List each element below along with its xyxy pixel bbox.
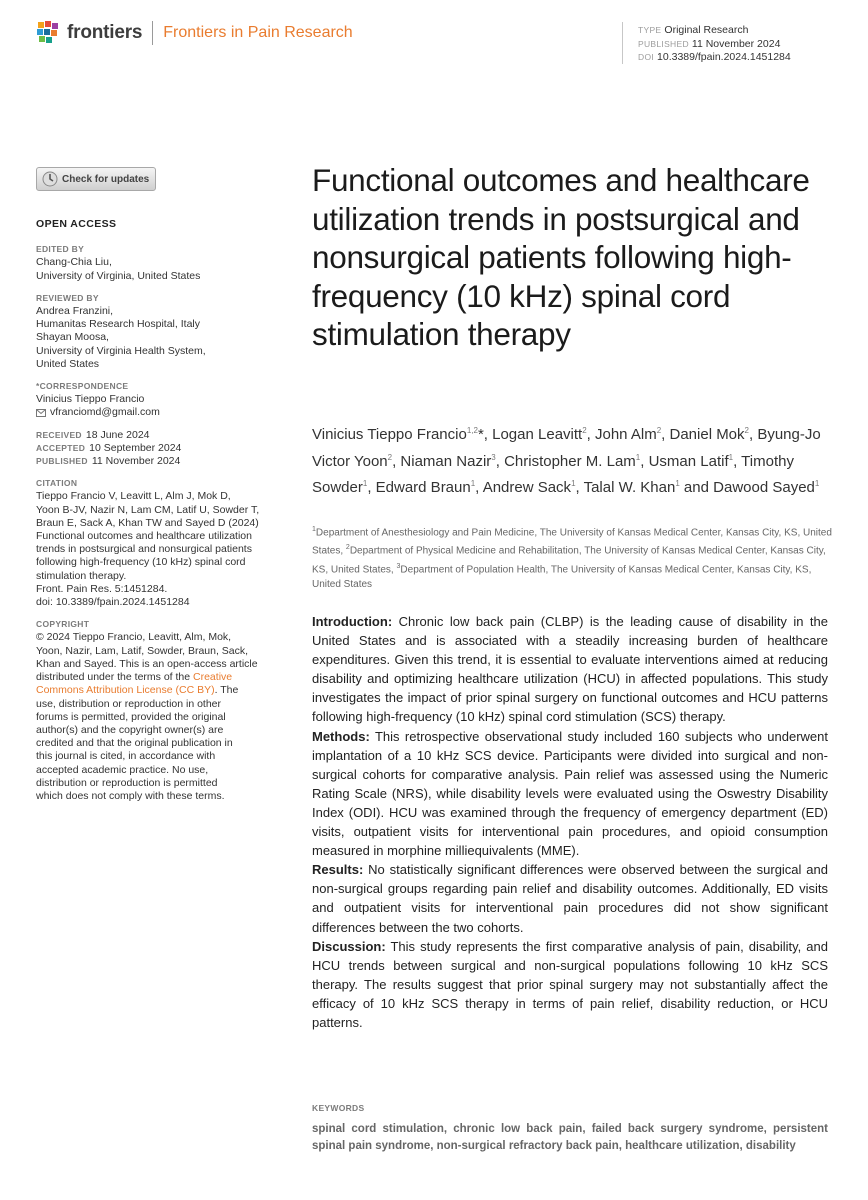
author-affiliation-marker: 3 — [491, 452, 496, 462]
author-affiliation-marker: 2 — [656, 426, 662, 435]
check-for-updates-button[interactable]: Check for updates — [36, 167, 156, 191]
keywords-label: KEYWORDS — [312, 1103, 365, 1113]
cc-license-link-cont[interactable]: Commons Attribution License (CC BY) — [36, 684, 215, 697]
author-affiliation-marker: 1 — [470, 479, 476, 488]
frontiers-logo[interactable] — [36, 20, 353, 46]
author-name[interactable]: Usman Latif — [648, 452, 729, 470]
author-name[interactable]: Christopher M. Lam — [504, 452, 636, 470]
affiliation-marker: 2 — [345, 544, 350, 552]
author-name[interactable]: Niaman Nazir — [400, 452, 492, 470]
article-title: Functional outcomes and healthcare utilization trends in postsurgical and nonsurgical patients following high-frequency (10 kHz) spinal cord stimulation therapy — [312, 162, 810, 352]
cc-license-link[interactable]: Creative — [193, 671, 233, 684]
affiliation-text: Department of Anesthesiology and Pain Medicine, The University of Kansas Medical Center, Kansas City, KS, United States, — [312, 527, 832, 557]
abstract-section-label: Introduction: — [312, 614, 393, 629]
email-icon — [36, 409, 46, 417]
copyright-section: COPYRIGHT © 2024 Tieppo Francio, Leavitt, Alm, Mok, Yoon, Nazir, Lam, Latif, Sowder, Braun, Sack, Khan and Sayed. This is an open-access article distributed under the terms of the Creative Commons Attribution License (CC BY). The use, distribution or reproduction in other forums is permitted, provided the original author(s) and the copyright owner(s) are credited and that the original publication in this journal is cited, in accordance with accepted academic practice. No use, distribution or reproduction is permitted which does not comply with these terms. — [36, 619, 258, 802]
article-meta — [638, 24, 791, 65]
meta-type: TYPE Original Research — [638, 24, 749, 36]
frontiers-logo-icon — [36, 20, 62, 46]
check-updates-icon — [42, 171, 58, 187]
abstract-section-label: Methods: — [312, 728, 370, 744]
author-name[interactable]: Talal W. Khan — [583, 479, 676, 496]
corresponding-marker: * — [477, 426, 484, 443]
abstract-section — [312, 937, 828, 1032]
correspondence-email[interactable]: vfranciomd@gmail.com — [36, 406, 286, 419]
abstract — [312, 612, 828, 1032]
author-affiliation-marker: 2 — [744, 426, 749, 435]
meta-divider — [622, 22, 623, 64]
keywords: spinal cord stimulation, chronic low back pain, failed back surgery syndrome, persistent spinal pain syndrome, non-surgical refractory back pain, healthcare utilization, disability — [312, 1123, 828, 1152]
abstract-section — [312, 860, 828, 936]
author-affiliation-marker: 1 — [728, 452, 734, 462]
affiliation-text: Department of Population Health, The University of Kansas Medical Center, Kansas City, KS, United States — [312, 563, 812, 590]
affiliation-marker: 3 — [396, 562, 401, 570]
author-name[interactable]: John Alm — [595, 426, 657, 443]
affiliation-text: Department of Physical Medicine and Rehabilitation, The University of Kansas Medical Center, Kansas City, KS, United States, — [312, 545, 826, 575]
abstract-section — [312, 727, 828, 861]
abstract-section-text: This retrospective observational study included 160 subjects who underwent implantation of a 10 kHz SCS device. Participants were divided into surgical and non-surgical cohorts for comparative analysis. Pain relief was assessed using the Numeric Rating Scale (NRS), while disability levels were evaluated using the Oswestry Disability Index (ODI). HCU was examined through the frequency of emergency department (ED) visits, outpatient visits for interventional pain procedures, and opioid consumption measured in morphine milliequivalents (MME). — [312, 728, 828, 859]
abstract-section-label: Results: — [312, 862, 364, 878]
author-name[interactable]: Byung-Jo Victor Yoon — [312, 426, 821, 470]
published-date: PUBLISHED 11 November 2024 — [36, 455, 181, 468]
author-affiliation-marker: 1 — [571, 479, 576, 488]
journal-name[interactable]: Frontiers in Pain Research — [163, 24, 353, 41]
open-access-label: OPEN ACCESS — [36, 218, 117, 230]
author-name[interactable]: Dawood Sayed — [713, 479, 815, 496]
reviewed-by-section: REVIEWED BY Andrea Franzini, Humanitas Research Hospital, Italy Shayan Moosa, University of Virginia Health System, United States — [36, 292, 206, 370]
author-affiliation-marker: 1 — [635, 452, 641, 462]
author-affiliation-marker: 2 — [387, 452, 393, 462]
author-affiliation-marker: 2 — [582, 426, 587, 435]
logo-text: frontiers — [67, 22, 143, 43]
abstract-section-label: Discussion: — [312, 938, 386, 954]
author-name[interactable]: Vinicius Tieppo Francio — [312, 426, 467, 443]
citation-section: CITATION Tieppo Francio V, Leavitt L, Alm J, Mok D, Yoon B-JV, Nazir N, Lam CM, Latif U, Sowder T, Braun E, Sack A, Khan TW and Sayed D (2024) Functional outcomes and healthcare utilization trends in postsurgical and nonsurgical patients following high-frequency (10 kHz) spinal cord stimulation therapy. Front. Pain Res. 5:1451284. doi: 10.3389/fpain.2024.1451284 — [36, 478, 260, 609]
author-affiliation-marker: 1 — [362, 479, 368, 488]
correspondence-section: *CORRESPONDENCE Vinicius Tieppo Francio vfranciomd@gmail.com — [36, 380, 286, 420]
edited-by-section: EDITED BY Chang-Chia Liu, University of Virginia, United States — [36, 244, 201, 282]
accepted-date: ACCEPTED 10 September 2024 — [36, 441, 182, 454]
abstract-section-text: No statistically significant differences were observed between the surgical and non-surgical groups regarding pain relief and disability outcomes. Additionally, ED visits and outpatient visits for interventional pain procedures did not show significant differences between the two cohorts. — [312, 862, 828, 935]
abstract-section — [312, 612, 828, 727]
abstract-section-text: This study represents the first comparative analysis of pain, disability, and HCU trends between surgical and non-surgical populations following 10 kHz SCS therapy. The results suggest that prior spinal surgery may not substantially affect the efficacy of 10 kHz SCS therapy in terms of pain relief, disability reduction, or HCU patterns. — [312, 938, 828, 1030]
received-date: RECEIVED 18 June 2024 — [36, 428, 150, 441]
article-info-sidebar — [36, 218, 286, 812]
author-name[interactable]: Andrew Sack — [482, 479, 572, 496]
author-name[interactable]: Edward Braun — [375, 479, 471, 496]
author-name[interactable]: Logan Leavitt — [492, 426, 583, 443]
affiliations — [312, 522, 832, 592]
abstract-section-text: Chronic low back pain (CLBP) is the leading cause of disability in the United States and is associated with a steadily increasing burden of healthcare expenditures. Given this trend, it is essential to evaluate interventions aimed at reducing disability and optimizing healthcare utilization (HCU) in affected populations. This study investigates the impact of prior spinal surgery on functional outcomes and HCU patterns following high-frequency (10 kHz) spinal cord stimulation (SCS) therapy. — [312, 614, 828, 725]
author-affiliation-marker: 1,2 — [466, 426, 478, 435]
author-affiliation-marker: 1 — [814, 479, 820, 488]
affiliation-marker: 1 — [312, 526, 316, 533]
author-name[interactable]: Timothy Sowder — [312, 452, 794, 496]
author-name[interactable]: Daniel Mok — [669, 426, 745, 443]
meta-published: PUBLISHED 11 November 2024 — [638, 37, 781, 50]
meta-doi[interactable]: DOI 10.3389/fpain.2024.1451284 — [638, 51, 791, 63]
dates-section — [36, 429, 286, 469]
author-affiliation-marker: 1 — [675, 479, 680, 488]
author-list: Vinicius Tieppo Francio$^{1,2}$*, Logan Leavitt$^2$, John Alm$^2$, Daniel Mok$^2$, Byung-Jo Victor Yoon$^2$, Niaman Nazir$^3$, Christopher M. Lam$^1$, Usman Latif$^1$, Timothy Sowder$^1$, Edward Braun$^1$, Andrew Sack$^1$, Talal W. Khan$^1$ and Dawood Sayed$^1$ — [312, 426, 821, 496]
logo-divider — [152, 21, 153, 45]
